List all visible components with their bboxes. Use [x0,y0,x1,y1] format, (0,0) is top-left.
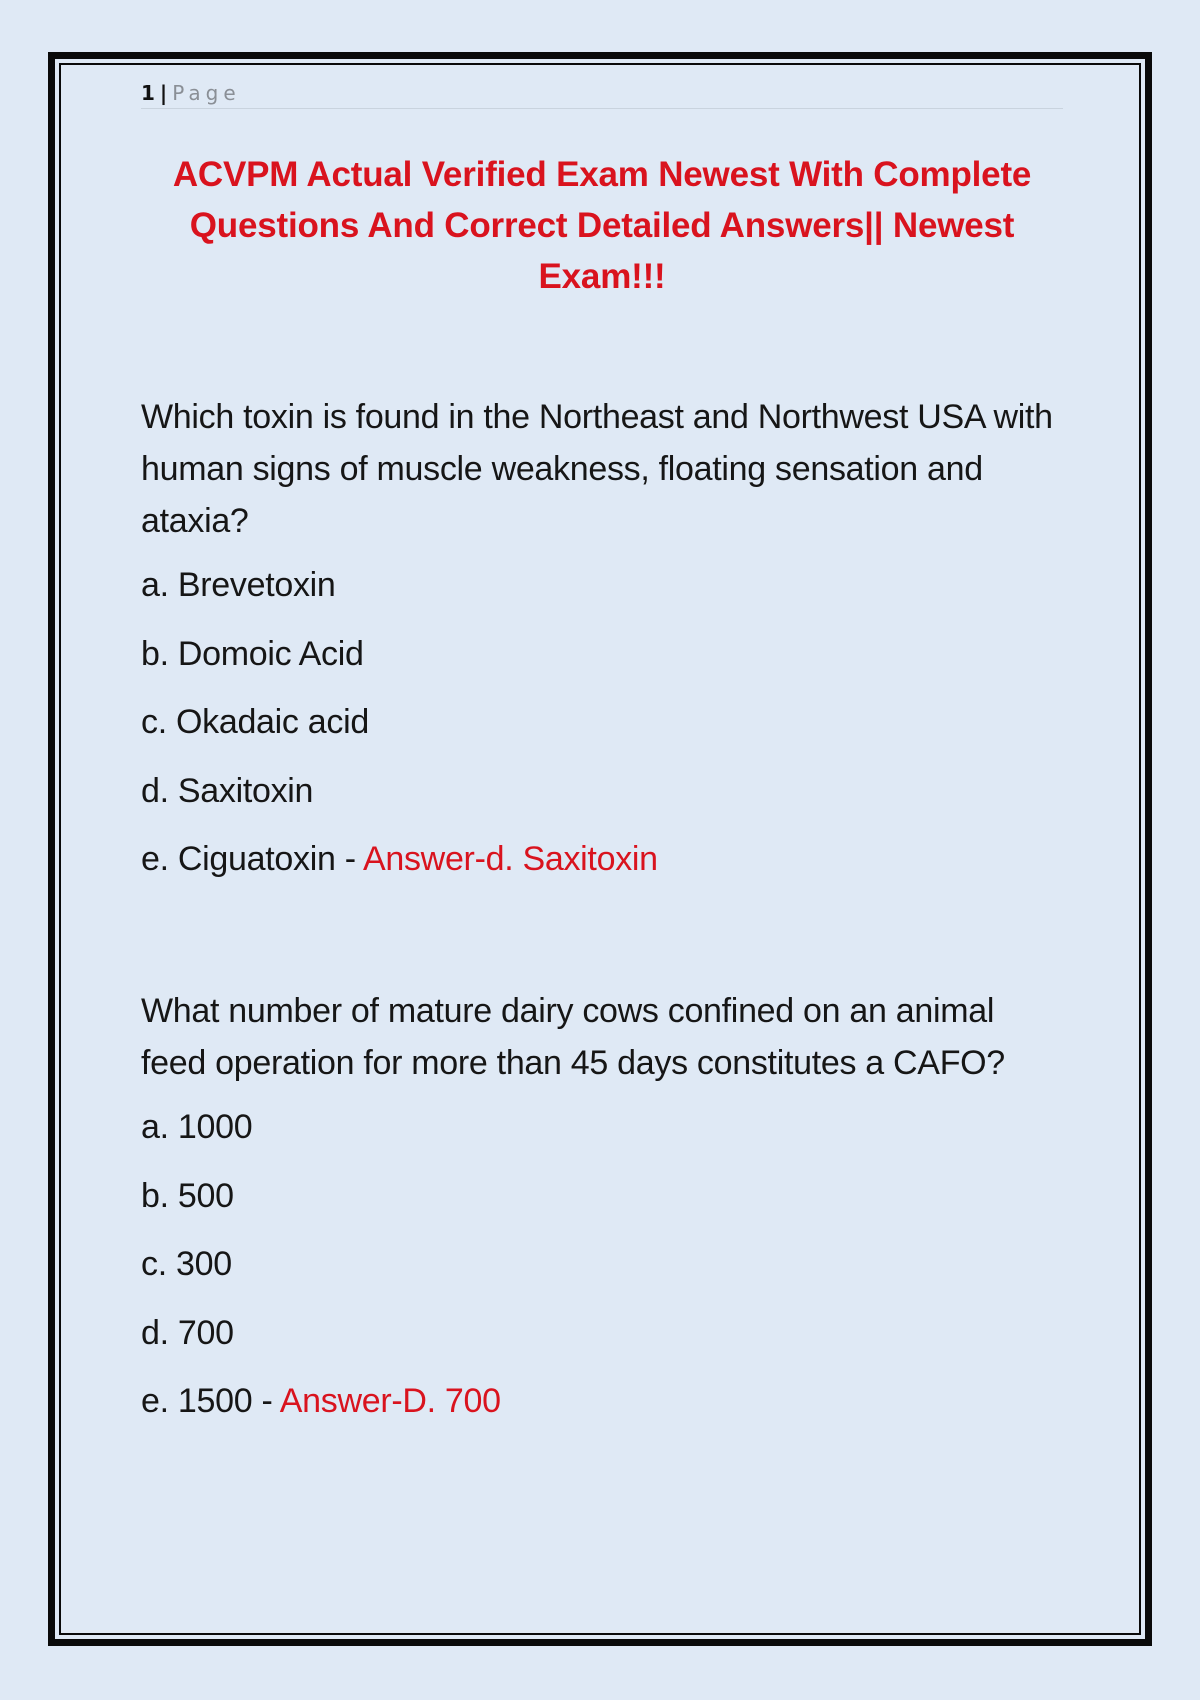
option-b: b. 500 [141,1176,234,1215]
option-a: a. 1000 [141,1108,253,1146]
question-text: What number of mature dairy cows confined on an animal feed operation for more than 45 days constitutes a CAFO? [141,992,1005,1082]
option-c: c. Okadaic acid [141,703,369,741]
answer-text: Answer-D. 700 [279,1382,501,1420]
option-b: b. Domoic Acid [141,634,364,673]
option-c: c. 300 [141,1245,232,1283]
title-line-3: Exam!!! [538,257,666,296]
page-header [141,78,1063,109]
page-separator: | [159,81,169,105]
title-line-2: Questions And Correct Detailed Answers|| Newest [189,206,1015,245]
question-text: Which toxin is found in the Northeast and Northwest USA with human signs of muscle weakness, floating sensation and ataxia? [141,398,1053,540]
option-e [141,833,1063,885]
answer-text: Answer-d. Saxitoxin [363,840,658,878]
option-a: a. Brevetoxin [141,566,336,604]
title-line-1: ACVPM Actual Verified Exam Newest With Complete [172,155,1032,194]
page-label: Page [172,81,241,105]
option-e [141,1375,1063,1427]
question-2 [141,985,1063,1427]
option-d: d. 700 [141,1313,234,1352]
document-title [141,149,1063,302]
option-d: d. Saxitoxin [141,771,314,810]
option-e-text: e. Ciguatoxin - [141,840,363,878]
document-content [141,78,1063,1444]
question-1 [141,391,1063,885]
option-e-text: e. 1500 - [141,1382,280,1420]
page-number: 1 [141,81,156,105]
